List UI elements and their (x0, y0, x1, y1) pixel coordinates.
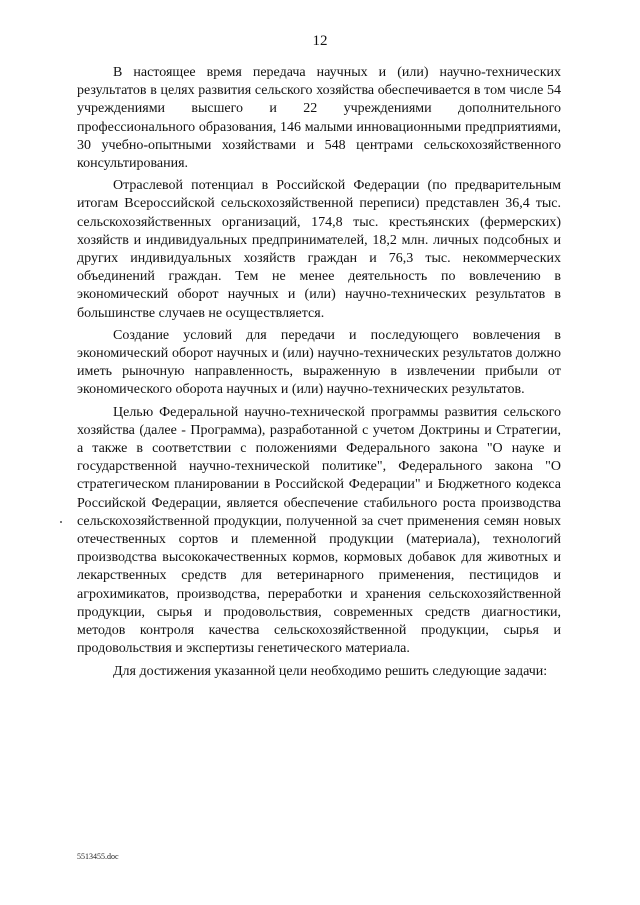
footer-filename: 5513455.doc (77, 852, 119, 861)
paragraph-tasks-intro: Для достижения указанной цели необходимо решить следующие задачи: (113, 663, 548, 679)
paragraph-market-conditions: Создание условий для передачи и последующего вовлечения в экономический оборот научных и (или) научно-технических результатов должно иметь рыночную направленность, выраженную в извлечении прибыли от экономического оборота научных и (или) научно-технических результатов. (77, 327, 561, 398)
paragraph-sector-potential: Отраслевой потенциал в Российской Федерации (по предварительным итогам Всероссийской сельскохозяйственной переписи) представлен 36,4 тыс. сельскохозяйственных организаций, 174,8 тыс. крестьянских (фермерских) хозяйств и индивидуальных предпринимателей, 18,2 млн. личных подсобных и других индивидуальных хозяйств граждан и 76,3 тыс. некоммерческих объединений граждан. Тем не менее деятельность по вовлечению в экономический оборот научных и (или) научно-технических результатов в большинстве случаев не осуществляется. (77, 178, 561, 321)
body-text (77, 64, 561, 685)
paragraph-program-goal: Целью Федеральной научно-технической программы развития сельского хозяйства (далее - Программа), разработанной с учетом Доктрины и Стратегии, а также в соответствии с положениями Федерального закона "О науке и государственной научно-технической политике", Федерального закона "О стратегическом планировании в Российской Федерации" и Бюджетного кодекса Российской Федерации, является обеспечение стабильного роста производства сельскохозяйственной продукции, полученной за счет применения семян новых отечественных сортов и племенной продукции (материала), технологий производства высококачественных кормов, кормовых добавок для животных и лекарственных средств для ветеринарного применения, пестицидов и агрохимикатов, производства, переработки и хранения сельскохозяйственной продукции, сырья и продовольствия, современных средств диагностики, методов контроля качества сельскохозяйственной продукции, сырья и продовольствия и экспертизы генетического материала. (77, 404, 561, 657)
paragraph-transfer-institutions: В настоящее время передача научных и (или) научно-технических результатов в целях развития сельского хозяйства обеспечивается в том числе 54 учреждениями высшего и 22 учреждениями дополнительного профессионального образования, 146 малыми инновационными предприятиями, 30 учебно-опытными хозяйствами и 548 центрами сельскохозяйственного консультирования. (77, 65, 561, 172)
page-number: 12 (312, 33, 328, 49)
scan-speck (60, 521, 62, 523)
